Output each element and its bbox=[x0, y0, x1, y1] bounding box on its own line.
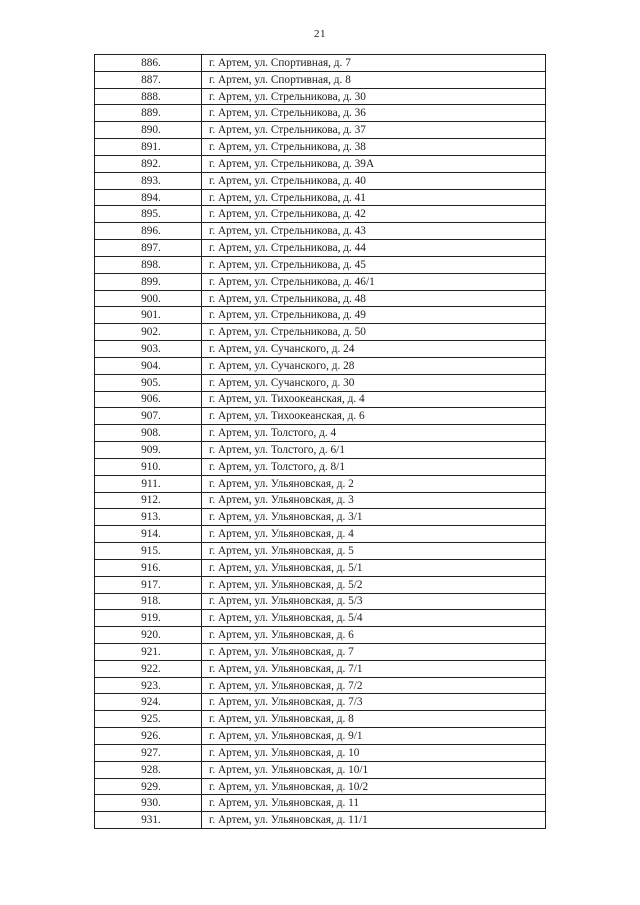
row-address: г. Артем, ул. Сучанского, д. 28 bbox=[202, 357, 546, 374]
table-row bbox=[95, 425, 546, 442]
row-number: 913. bbox=[95, 509, 202, 526]
row-address: г. Артем, ул. Тихоокеанская, д. 6 bbox=[202, 408, 546, 425]
table-row bbox=[95, 408, 546, 425]
row-address: г. Артем, ул. Стрельникова, д. 39А bbox=[202, 155, 546, 172]
table-row bbox=[95, 324, 546, 341]
row-number: 916. bbox=[95, 559, 202, 576]
row-number: 926. bbox=[95, 728, 202, 745]
table-row bbox=[95, 795, 546, 812]
row-address: г. Артем, ул. Ульяновская, д. 5 bbox=[202, 543, 546, 560]
table-row bbox=[95, 778, 546, 795]
table-row bbox=[95, 728, 546, 745]
row-number: 903. bbox=[95, 341, 202, 358]
row-number: 890. bbox=[95, 122, 202, 139]
row-number: 908. bbox=[95, 425, 202, 442]
row-address: г. Артем, ул. Ульяновская, д. 6 bbox=[202, 627, 546, 644]
table-row bbox=[95, 206, 546, 223]
row-address: г. Артем, ул. Стрельникова, д. 44 bbox=[202, 240, 546, 257]
row-address: г. Артем, ул. Стрельникова, д. 36 bbox=[202, 105, 546, 122]
table-row bbox=[95, 643, 546, 660]
row-address: г. Артем, ул. Стрельникова, д. 30 bbox=[202, 88, 546, 105]
row-address: г. Артем, ул. Стрельникова, д. 46/1 bbox=[202, 273, 546, 290]
row-number: 893. bbox=[95, 172, 202, 189]
row-number: 919. bbox=[95, 610, 202, 627]
table-row bbox=[95, 71, 546, 88]
row-address: г. Артем, ул. Спортивная, д. 7 bbox=[202, 55, 546, 72]
table-row bbox=[95, 223, 546, 240]
row-address: г. Артем, ул. Ульяновская, д. 11/1 bbox=[202, 812, 546, 829]
row-number: 902. bbox=[95, 324, 202, 341]
table-row bbox=[95, 189, 546, 206]
row-address: г. Артем, ул. Ульяновская, д. 10 bbox=[202, 744, 546, 761]
table-row bbox=[95, 694, 546, 711]
row-number: 914. bbox=[95, 526, 202, 543]
row-number: 904. bbox=[95, 357, 202, 374]
table-row bbox=[95, 812, 546, 829]
row-number: 915. bbox=[95, 543, 202, 560]
page-number: 21 bbox=[314, 28, 326, 40]
table-row bbox=[95, 744, 546, 761]
row-address: г. Артем, ул. Стрельникова, д. 37 bbox=[202, 122, 546, 139]
row-number: 925. bbox=[95, 711, 202, 728]
row-number: 899. bbox=[95, 273, 202, 290]
table-row bbox=[95, 492, 546, 509]
row-number: 927. bbox=[95, 744, 202, 761]
row-address: г. Артем, ул. Стрельникова, д. 43 bbox=[202, 223, 546, 240]
table-row bbox=[95, 357, 546, 374]
table-row bbox=[95, 458, 546, 475]
row-address: г. Артем, ул. Ульяновская, д. 3/1 bbox=[202, 509, 546, 526]
row-number: 917. bbox=[95, 576, 202, 593]
table-row bbox=[95, 341, 546, 358]
table-row bbox=[95, 593, 546, 610]
table-row bbox=[95, 627, 546, 644]
row-number: 928. bbox=[95, 761, 202, 778]
row-address: г. Артем, ул. Ульяновская, д. 3 bbox=[202, 492, 546, 509]
row-address: г. Артем, ул. Толстого, д. 4 bbox=[202, 425, 546, 442]
row-number: 907. bbox=[95, 408, 202, 425]
row-number: 895. bbox=[95, 206, 202, 223]
row-number: 923. bbox=[95, 677, 202, 694]
row-number: 887. bbox=[95, 71, 202, 88]
row-number: 886. bbox=[95, 55, 202, 72]
row-address: г. Артем, ул. Стрельникова, д. 38 bbox=[202, 139, 546, 156]
row-number: 930. bbox=[95, 795, 202, 812]
table-row bbox=[95, 122, 546, 139]
row-number: 891. bbox=[95, 139, 202, 156]
row-address: г. Артем, ул. Ульяновская, д. 5/1 bbox=[202, 559, 546, 576]
table-row bbox=[95, 273, 546, 290]
table-row bbox=[95, 475, 546, 492]
row-address: г. Артем, ул. Стрельникова, д. 48 bbox=[202, 290, 546, 307]
row-number: 911. bbox=[95, 475, 202, 492]
row-address: г. Артем, ул. Ульяновская, д. 2 bbox=[202, 475, 546, 492]
row-address: г. Артем, ул. Тихоокеанская, д. 4 bbox=[202, 391, 546, 408]
table-row bbox=[95, 55, 546, 72]
table-row bbox=[95, 374, 546, 391]
row-address: г. Артем, ул. Ульяновская, д. 9/1 bbox=[202, 728, 546, 745]
row-number: 905. bbox=[95, 374, 202, 391]
table-row bbox=[95, 256, 546, 273]
row-number: 892. bbox=[95, 155, 202, 172]
table-row bbox=[95, 240, 546, 257]
row-address: г. Артем, ул. Ульяновская, д. 5/3 bbox=[202, 593, 546, 610]
row-number: 906. bbox=[95, 391, 202, 408]
row-address: г. Артем, ул. Ульяновская, д. 8 bbox=[202, 711, 546, 728]
row-address: г. Артем, ул. Стрельникова, д. 41 bbox=[202, 189, 546, 206]
row-address: г. Артем, ул. Ульяновская, д. 7/1 bbox=[202, 660, 546, 677]
row-address: г. Артем, ул. Ульяновская, д. 10/1 bbox=[202, 761, 546, 778]
row-address: г. Артем, ул. Ульяновская, д. 4 bbox=[202, 526, 546, 543]
row-number: 889. bbox=[95, 105, 202, 122]
row-number: 931. bbox=[95, 812, 202, 829]
row-number: 921. bbox=[95, 643, 202, 660]
address-table-body bbox=[95, 55, 546, 829]
table-row bbox=[95, 88, 546, 105]
row-number: 922. bbox=[95, 660, 202, 677]
table-row bbox=[95, 543, 546, 560]
table-row bbox=[95, 711, 546, 728]
address-table bbox=[94, 54, 546, 829]
row-number: 900. bbox=[95, 290, 202, 307]
row-number: 910. bbox=[95, 458, 202, 475]
table-row bbox=[95, 761, 546, 778]
row-number: 897. bbox=[95, 240, 202, 257]
row-number: 912. bbox=[95, 492, 202, 509]
table-row bbox=[95, 442, 546, 459]
row-number: 888. bbox=[95, 88, 202, 105]
table-row bbox=[95, 526, 546, 543]
row-address: г. Артем, ул. Стрельникова, д. 49 bbox=[202, 307, 546, 324]
row-address: г. Артем, ул. Ульяновская, д. 11 bbox=[202, 795, 546, 812]
row-address: г. Артем, ул. Стрельникова, д. 42 bbox=[202, 206, 546, 223]
row-number: 898. bbox=[95, 256, 202, 273]
row-address: г. Артем, ул. Ульяновская, д. 10/2 bbox=[202, 778, 546, 795]
table-row bbox=[95, 172, 546, 189]
row-number: 918. bbox=[95, 593, 202, 610]
row-address: г. Артем, ул. Стрельникова, д. 45 bbox=[202, 256, 546, 273]
row-number: 901. bbox=[95, 307, 202, 324]
table-row bbox=[95, 509, 546, 526]
row-address: г. Артем, ул. Сучанского, д. 30 bbox=[202, 374, 546, 391]
row-address: г. Артем, ул. Толстого, д. 6/1 bbox=[202, 442, 546, 459]
row-number: 896. bbox=[95, 223, 202, 240]
table-row bbox=[95, 559, 546, 576]
row-address: г. Артем, ул. Толстого, д. 8/1 bbox=[202, 458, 546, 475]
row-address: г. Артем, ул. Сучанского, д. 24 bbox=[202, 341, 546, 358]
row-address: г. Артем, ул. Ульяновская, д. 7/3 bbox=[202, 694, 546, 711]
row-address: г. Артем, ул. Ульяновская, д. 5/2 bbox=[202, 576, 546, 593]
row-address: г. Артем, ул. Ульяновская, д. 7 bbox=[202, 643, 546, 660]
row-address: г. Артем, ул. Стрельникова, д. 40 bbox=[202, 172, 546, 189]
table-row bbox=[95, 307, 546, 324]
table-row bbox=[95, 677, 546, 694]
table-row bbox=[95, 105, 546, 122]
table-row bbox=[95, 139, 546, 156]
table-row bbox=[95, 391, 546, 408]
row-address: г. Артем, ул. Ульяновская, д. 7/2 bbox=[202, 677, 546, 694]
table-row bbox=[95, 576, 546, 593]
row-number: 929. bbox=[95, 778, 202, 795]
row-address: г. Артем, ул. Спортивная, д. 8 bbox=[202, 71, 546, 88]
row-address: г. Артем, ул. Ульяновская, д. 5/4 bbox=[202, 610, 546, 627]
table-row bbox=[95, 610, 546, 627]
table-row bbox=[95, 290, 546, 307]
row-number: 909. bbox=[95, 442, 202, 459]
row-number: 894. bbox=[95, 189, 202, 206]
row-number: 920. bbox=[95, 627, 202, 644]
row-number: 924. bbox=[95, 694, 202, 711]
row-address: г. Артем, ул. Стрельникова, д. 50 bbox=[202, 324, 546, 341]
table-row bbox=[95, 660, 546, 677]
table-row bbox=[95, 155, 546, 172]
